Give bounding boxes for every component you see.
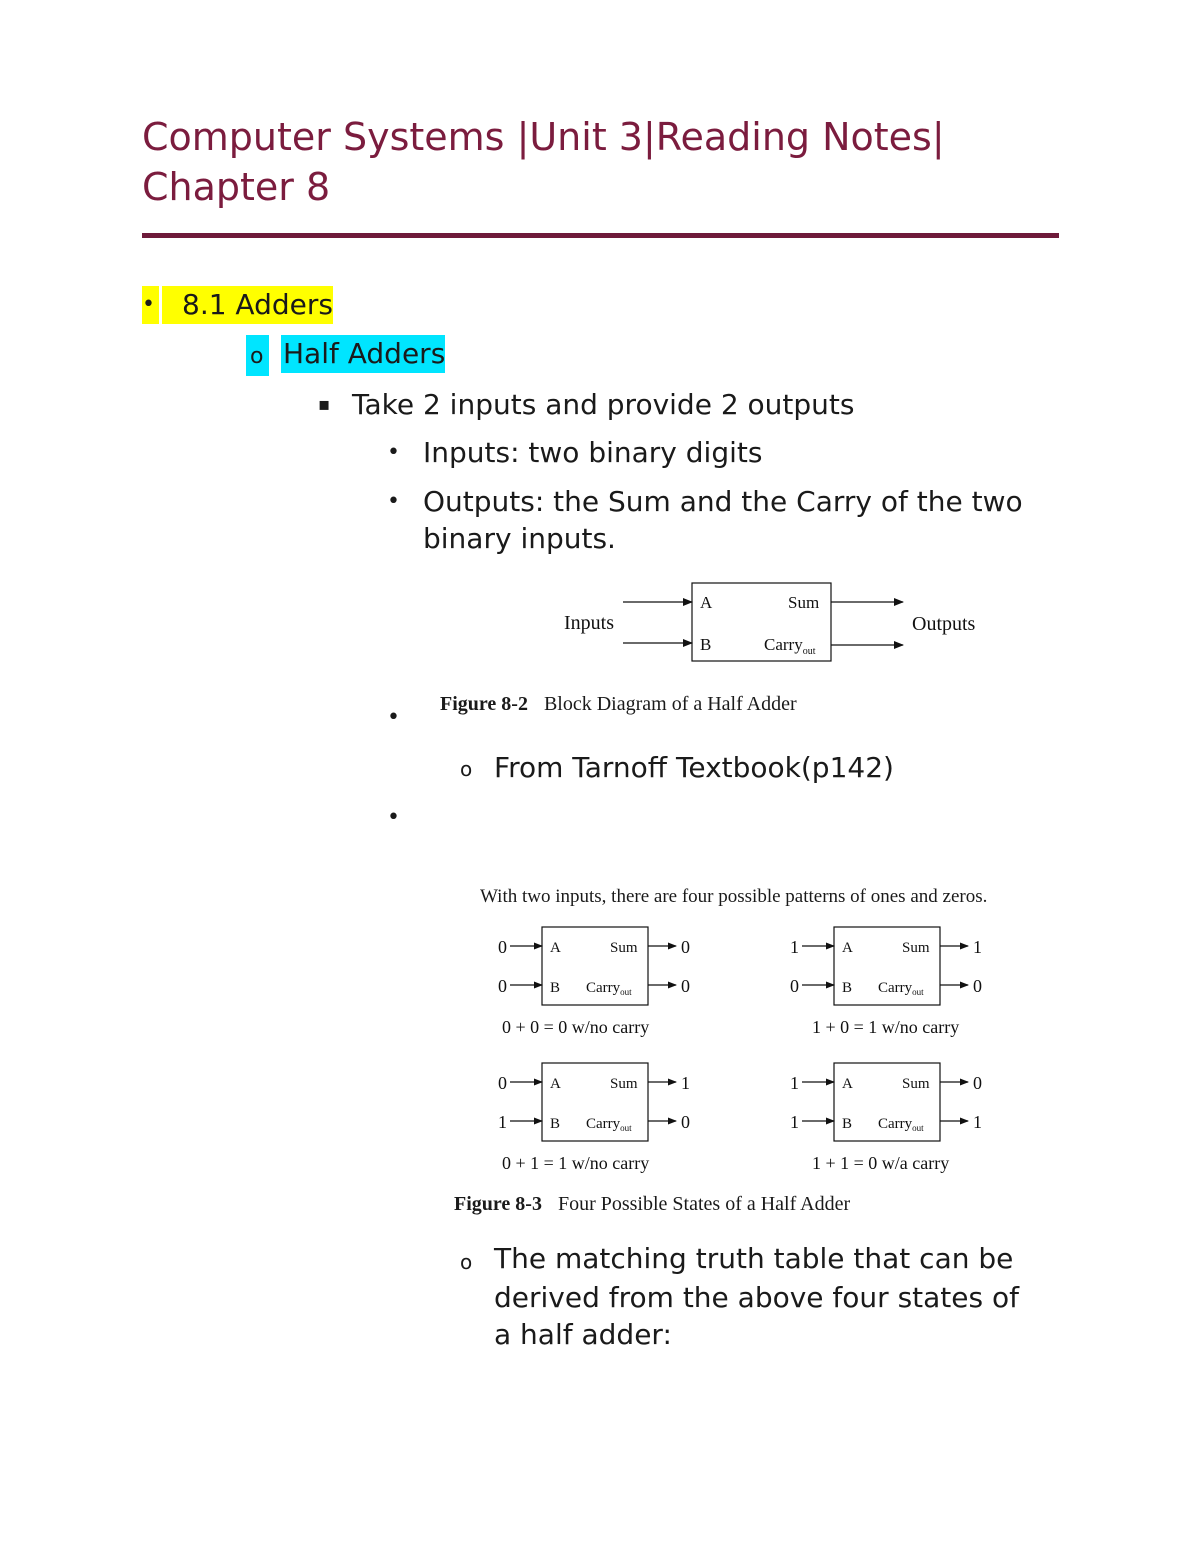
state-pin-b-label: B xyxy=(550,1116,561,1132)
source-note: From Tarnoff Textbook(p142) xyxy=(494,751,894,784)
state-carry-value: 0 xyxy=(681,1112,690,1132)
state-carry-value: 0 xyxy=(973,976,982,996)
state-carry-label: Carry$_{out}$ xyxy=(586,1116,632,1133)
figure-8-3-intro: With two inputs, there are four possible patterns of ones and zeros. xyxy=(480,886,988,907)
state-carry-label: Carry$_{out}$ xyxy=(878,980,924,997)
source-bullet: o xyxy=(460,757,473,781)
state-input-a-value: 0 xyxy=(498,937,507,957)
truth-table-note-line: The matching truth table that can be xyxy=(494,1242,1014,1275)
bullet-level4: • xyxy=(387,440,400,465)
state-input-a-value: 1 xyxy=(790,1073,799,1093)
state-pin-a-label: A xyxy=(842,940,853,956)
figure-8-2-caption: Figure 8-2 Block Diagram of a Half Adder xyxy=(440,693,797,715)
state-equation: 0 + 0 = 0 w/no carry xyxy=(502,1017,650,1037)
subsection-heading: Half Adders xyxy=(281,335,445,373)
bullet-level4: • xyxy=(387,489,400,514)
state-carry-label: Carry$_{out}$ xyxy=(878,1116,924,1133)
inputs-label: Inputs xyxy=(564,612,614,634)
bullet-level3: ▪ xyxy=(318,394,331,415)
pin-b-label: B xyxy=(700,635,712,654)
truth-table-note-line: a half adder: xyxy=(494,1318,672,1351)
state-sum-value: 1 xyxy=(681,1073,690,1093)
figure-bullet: • xyxy=(387,705,400,730)
outputs-label: Outputs xyxy=(912,613,976,635)
state-input-b-value: 0 xyxy=(498,976,507,996)
state-carry-value: 0 xyxy=(681,976,690,996)
state-carry-value: 1 xyxy=(973,1112,982,1132)
truth-table-note-line: derived from the above four states of xyxy=(494,1281,1019,1314)
outputs-description-cont: binary inputs. xyxy=(423,522,616,555)
outputs-description: Outputs: the Sum and the Carry of the two xyxy=(423,485,1023,518)
state-equation: 1 + 0 = 1 w/no carry xyxy=(812,1017,960,1037)
state-sum-label: Sum xyxy=(902,1076,930,1092)
state-pin-b-label: B xyxy=(550,980,561,996)
state-pin-a-label: A xyxy=(550,940,561,956)
page-title: Computer Systems |Unit 3|Reading Notes| Chapter 8 xyxy=(142,115,945,209)
state-equation: 0 + 1 = 1 w/no carry xyxy=(502,1153,650,1173)
subsection-bullet: o xyxy=(246,335,269,376)
carry-label: Carry$_{out}$ xyxy=(764,635,816,657)
state-equation: 1 + 1 = 0 w/a carry xyxy=(812,1153,950,1173)
figure-bullet: • xyxy=(387,805,400,830)
state-sum-value: 0 xyxy=(973,1073,982,1093)
state-input-a-value: 0 xyxy=(498,1073,507,1093)
state-input-b-value: 1 xyxy=(498,1112,507,1132)
state-sum-label: Sum xyxy=(610,940,638,956)
state-sum-value: 1 xyxy=(973,937,982,957)
inputs-description: Inputs: two binary digits xyxy=(423,436,763,469)
state-input-b-value: 1 xyxy=(790,1112,799,1132)
state-pin-a-label: A xyxy=(550,1076,561,1092)
point-text: Take 2 inputs and provide 2 outputs xyxy=(352,388,855,421)
figure-8-3-caption: Figure 8-3 Four Possible States of a Half Adder xyxy=(454,1193,851,1215)
sum-label: Sum xyxy=(788,593,820,612)
state-input-b-value: 0 xyxy=(790,976,799,996)
title-divider xyxy=(142,233,1059,238)
state-input-a-value: 1 xyxy=(790,937,799,957)
state-sum-label: Sum xyxy=(902,940,930,956)
state-carry-label: Carry$_{out}$ xyxy=(586,980,632,997)
state-sum-value: 0 xyxy=(681,937,690,957)
state-sum-label: Sum xyxy=(610,1076,638,1092)
state-pin-b-label: B xyxy=(842,1116,853,1132)
state-pin-a-label: A xyxy=(842,1076,853,1092)
state-pin-b-label: B xyxy=(842,980,853,996)
section-heading: 8.1 Adders xyxy=(162,286,333,324)
bullet-level1: • xyxy=(142,286,159,324)
truth-table-bullet: o xyxy=(460,1250,473,1274)
pin-a-label: A xyxy=(700,593,713,612)
half-adder-states-diagram xyxy=(480,915,1070,1175)
